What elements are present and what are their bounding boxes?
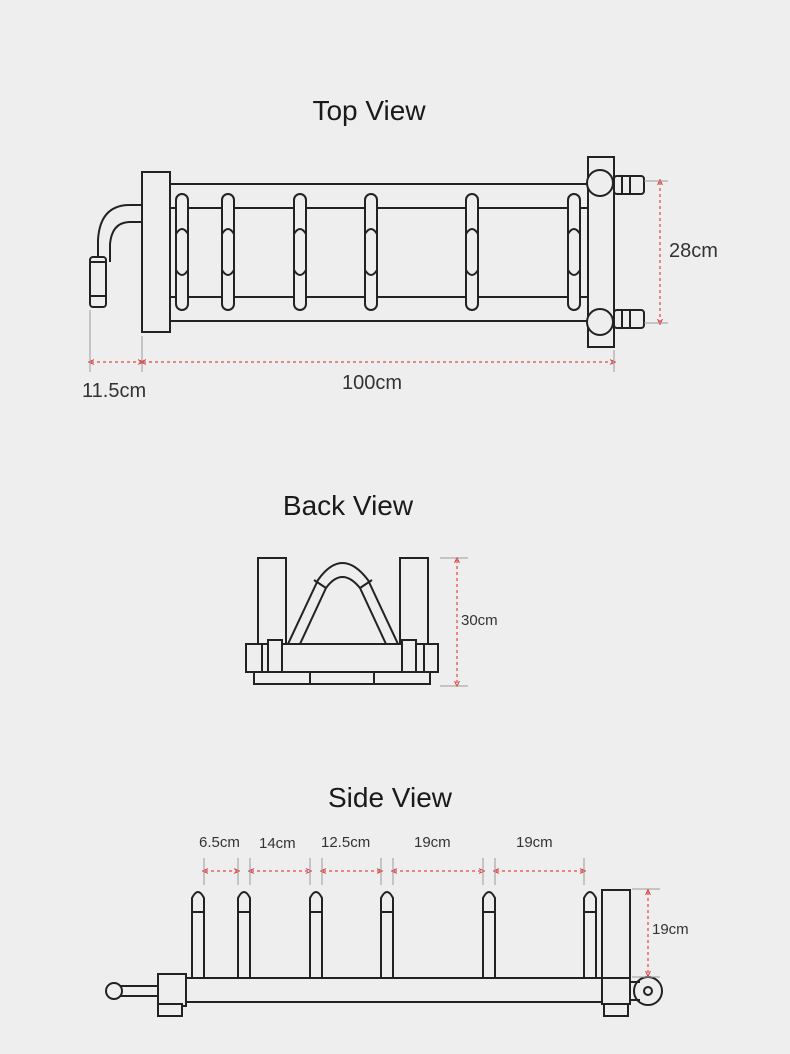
side-gap-label-3: 12.5cm xyxy=(321,834,371,851)
side-gap-label-5: 19cm xyxy=(516,834,553,851)
top-length-label: 100cm xyxy=(342,372,403,394)
side-gap-label-2: 14cm xyxy=(259,835,296,852)
side-gap-label-4: 19cm xyxy=(414,834,451,851)
side-view-title: Side View xyxy=(327,782,452,813)
back-view-dimensions xyxy=(440,558,468,686)
back-view-drawing xyxy=(246,558,438,684)
back-view-title: Back View xyxy=(282,490,414,521)
side-height-label: 19cm xyxy=(652,921,689,938)
top-handle-label: 11.5cm xyxy=(82,380,147,402)
side-gap-label-1: 6.5cm xyxy=(199,834,240,851)
back-height-label: 30cm xyxy=(461,612,498,629)
side-view-drawing xyxy=(106,890,662,1016)
top-view-drawing xyxy=(90,157,644,347)
top-width-label: 28cm xyxy=(669,240,718,262)
top-view-title: Top View xyxy=(312,95,426,126)
